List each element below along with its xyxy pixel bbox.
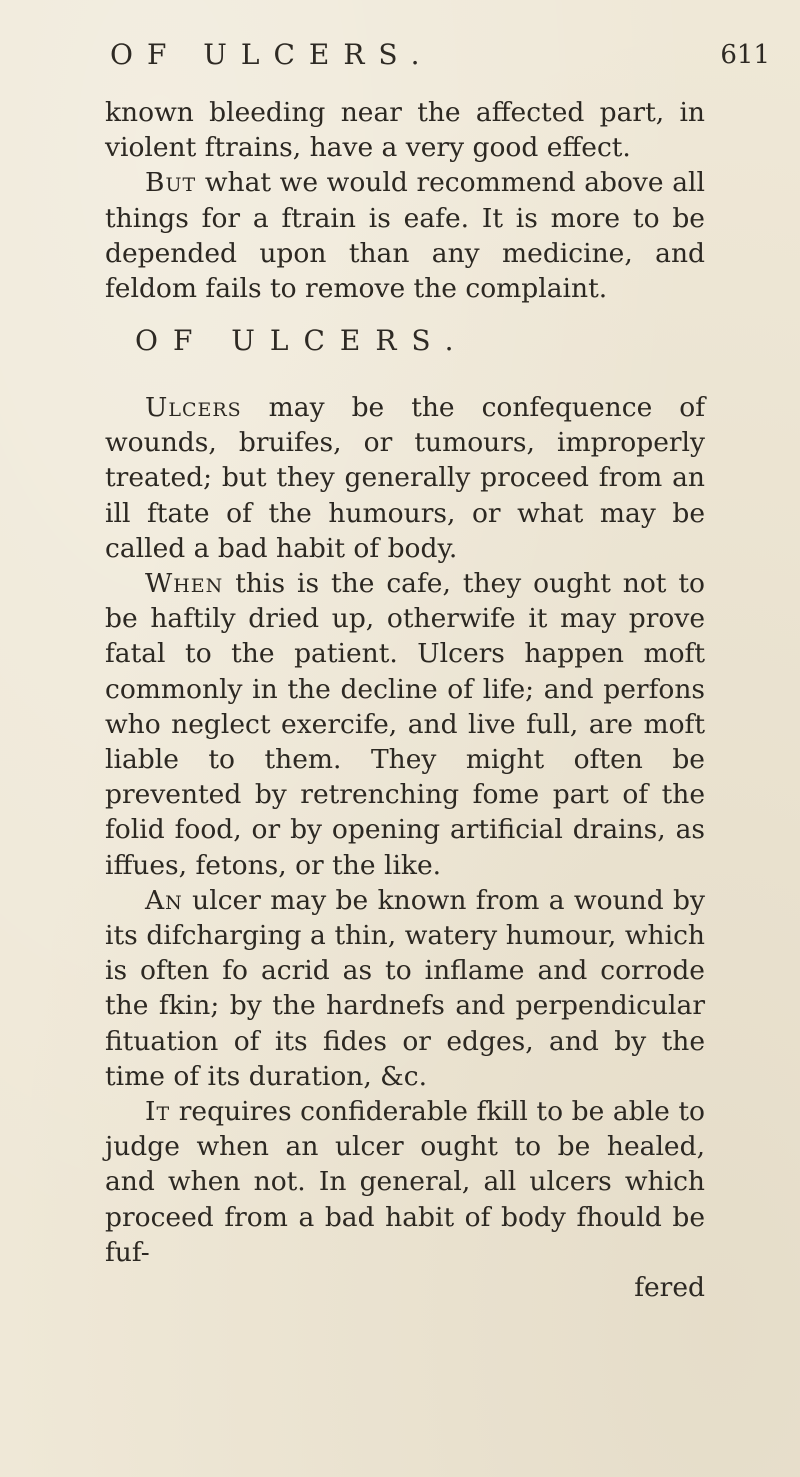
paragraph-lead-word: An <box>145 884 183 916</box>
paragraph-lead-word: It <box>145 1096 171 1128</box>
paragraph <box>105 165 705 306</box>
section-text <box>105 390 705 1305</box>
paragraph: known bleeding near the affected part, in violent ftrains, have a very good effect. <box>105 97 705 164</box>
running-head <box>80 38 770 78</box>
paragraph <box>105 390 705 566</box>
page-number: 611 <box>720 40 770 70</box>
paragraph-lead-word: When <box>145 568 224 600</box>
paragraph <box>105 1094 705 1270</box>
paragraph <box>105 566 705 883</box>
paragraph-body: what we would recommend above all things for a ftrain is eafe. It is more to be depended upon than any medicine, and feldom fails to remove the complaint. <box>105 167 705 305</box>
paragraph-body: may be the confequence of wounds, bruifes, or tumours, improperly treated; but they generally proceed from an ill ftate of the humours, or what may be called a bad habit of body. <box>105 392 705 564</box>
paragraph-body: ulcer may be known from a wound by its difcharging a thin, watery humour, which is often fo acrid as to inflame and corrode the fkin; by the hardnefs and perpendicular fituation of its fides or edges, and by the time of its duration, &c. <box>105 884 705 1092</box>
paragraph <box>105 883 705 1094</box>
paragraph-body: requires confiderable fkill to be able to judge when an ulcer ought to be healed, and when not. In general, all ulcers which proceed from a bad habit of body fhould be fuf- <box>105 1096 705 1268</box>
paragraph-body: this is the cafe, they ought not to be haftily dried up, otherwife it may prove fatal to the patient. Ulcers happen moft commonly in the decline of life; and perfons who neglect exercife, and live full, are moft liable to them. They might often be prevented by retrenching fome part of the folid food, or by opening artificial drains, as iffues, fetons, or the like. <box>105 568 705 881</box>
paragraph-lead-word: But <box>145 167 197 199</box>
section-heading: OF ULCERS. <box>135 324 469 357</box>
continued-text <box>105 95 705 306</box>
catchword: fered <box>634 1272 705 1304</box>
running-title: OF ULCERS. <box>110 38 434 71</box>
paragraph-lead-word: Ulcers <box>145 392 242 423</box>
